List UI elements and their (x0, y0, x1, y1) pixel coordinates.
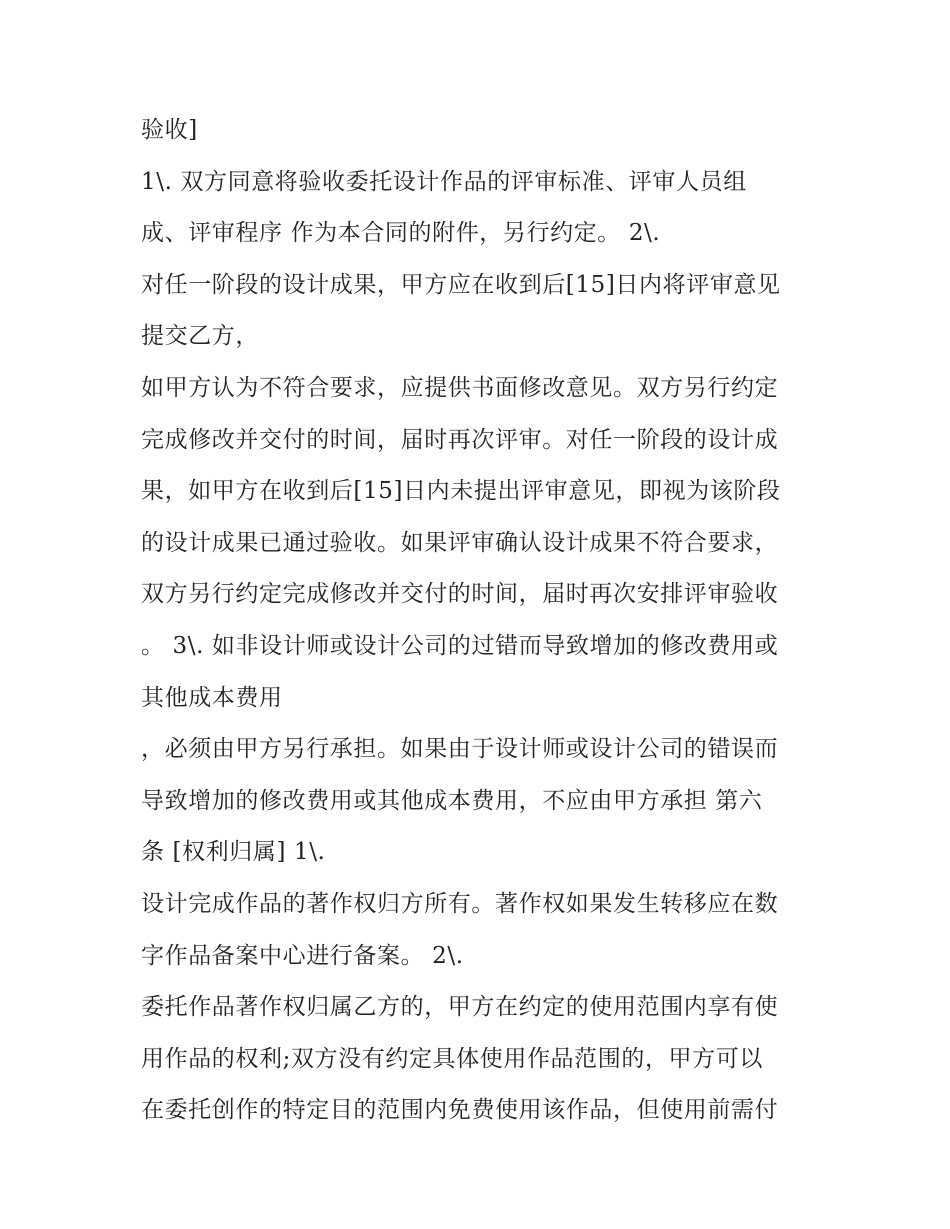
text-line: 如甲方认为不符合要求，应提供书面修改意见。双方另行约定 (141, 374, 779, 401)
text-line: 委托作品著作权归属乙方的，甲方在约定的使用范围内享有使 (141, 994, 779, 1021)
text-line: 用作品的权利;双方没有约定具体使用作品范围的，甲方可以 (141, 1045, 763, 1072)
text-line: 1\. 双方同意将验收委托设计作品的评审标准、评审人员组 (141, 168, 747, 195)
text-line: ，必须由甲方另行承担。如果由于设计师或设计公司的错误而 (141, 736, 779, 763)
text-line: 成、评审程序 作为本合同的附件，另行约定。 2\. (141, 220, 661, 247)
text-line: 验收] (141, 117, 198, 143)
text-line: 。 3\. 如非设计师或设计公司的过错而导致增加的修改费用或 (141, 632, 779, 659)
text-line: 对任一阶段的设计成果，甲方应在收到后[15]日内将评审意见 (141, 271, 781, 298)
text-line: 在委托创作的特定目的范围内免费使用该作品，但使用前需付 (141, 1097, 779, 1124)
text-line: 其他成本费用 (141, 684, 283, 711)
text-line: 的设计成果已通过验收。如果评审确认设计成果不符合要求， (141, 529, 779, 556)
text-line: 导致增加的修改费用或其他成本费用，不应由甲方承担 第六 (141, 787, 763, 814)
text-line: 设计完成作品的著作权归方所有。著作权如果发生转移应在数 (141, 890, 779, 917)
text-line: 字作品备案中心进行备案。 2\. (141, 942, 464, 969)
text-line: 果，如甲方在收到后[15]日内未提出评审意见，即视为该阶段 (141, 478, 781, 505)
document-body (141, 108, 831, 1140)
text-line: 提交乙方， (141, 323, 259, 350)
text-line: 条 [权利归属] 1\. (141, 839, 326, 866)
text-line: 双方另行约定完成修改并交付的时间，届时再次安排评审验收 (141, 581, 779, 608)
text-line: 完成修改并交付的时间，届时再次评审。对任一阶段的设计成 (141, 426, 779, 453)
